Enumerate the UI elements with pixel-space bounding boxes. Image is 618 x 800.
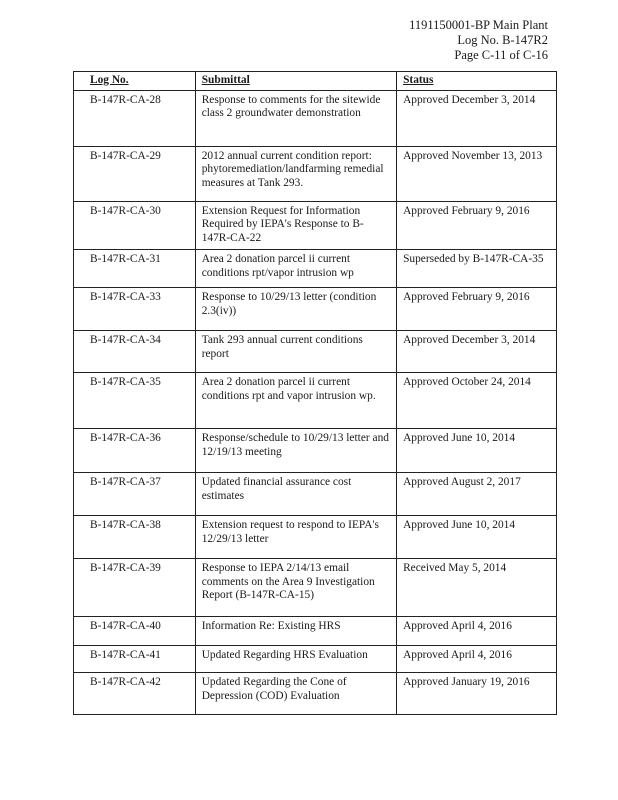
log-number-cell: B-147R-CA-41 xyxy=(74,646,196,673)
status-cell: Approved August 2, 2017 xyxy=(397,473,557,516)
log-number-cell: B-147R-CA-28 xyxy=(74,90,196,146)
log-number-cell: B-147R-CA-36 xyxy=(74,429,196,473)
status-cell: Approved June 10, 2014 xyxy=(397,516,557,559)
column-header-submittal: Submittal xyxy=(195,72,396,91)
log-number-cell: B-147R-CA-35 xyxy=(74,373,196,429)
submittal-cell: Response to 10/29/13 letter (condition 2.3(iv)) xyxy=(195,288,396,331)
status-cell: Approved December 3, 2014 xyxy=(397,331,557,373)
table-row xyxy=(74,473,557,516)
status-cell: Approved February 9, 2016 xyxy=(397,288,557,331)
column-header-log-no: Log No. xyxy=(74,72,196,91)
submittal-cell: Response to IEPA 2/14/13 email comments on the Area 9 Investigation Report (B-147R-CA-15) xyxy=(195,559,396,617)
log-number-cell: B-147R-CA-31 xyxy=(74,250,196,288)
submittal-cell: Extension request to respond to IEPA's 12/29/13 letter xyxy=(195,516,396,559)
table-row xyxy=(74,373,557,429)
status-cell: Approved June 10, 2014 xyxy=(397,429,557,473)
log-number-cell: B-147R-CA-39 xyxy=(74,559,196,617)
log-number-cell: B-147R-CA-34 xyxy=(74,331,196,373)
submittal-cell: Extension Request for Information Required by IEPA's Response to B-147R-CA-22 xyxy=(195,201,396,250)
log-number-cell: B-147R-CA-40 xyxy=(74,617,196,646)
table-row xyxy=(74,250,557,288)
submittal-log-table xyxy=(73,71,557,715)
facility-id: 1191150001-BP Main Plant xyxy=(409,18,548,32)
status-cell: Approved December 3, 2014 xyxy=(397,90,557,146)
status-cell: Approved April 4, 2016 xyxy=(397,646,557,673)
log-number: Log No. B-147R2 xyxy=(457,33,548,47)
submittal-cell: Response to comments for the sitewide class 2 groundwater demonstration xyxy=(195,90,396,146)
status-cell: Received May 5, 2014 xyxy=(397,559,557,617)
submittal-cell: Area 2 donation parcel ii current conditions rpt/vapor intrusion wp xyxy=(195,250,396,288)
table-row xyxy=(74,559,557,617)
page-number: Page C-11 of C-16 xyxy=(454,48,548,62)
submittal-cell: Updated Regarding the Cone of Depression (COD) Evaluation xyxy=(195,673,396,715)
table-header-row xyxy=(74,72,557,91)
status-cell: Approved February 9, 2016 xyxy=(397,201,557,250)
column-header-status: Status xyxy=(397,72,557,91)
log-number-cell: B-147R-CA-42 xyxy=(74,673,196,715)
status-cell: Approved October 24, 2014 xyxy=(397,373,557,429)
log-number-cell: B-147R-CA-29 xyxy=(74,146,196,201)
status-cell: Approved January 19, 2016 xyxy=(397,673,557,715)
log-number-cell: B-147R-CA-38 xyxy=(74,516,196,559)
table-row xyxy=(74,288,557,331)
submittal-cell: Response/schedule to 10/29/13 letter and 12/19/13 meeting xyxy=(195,429,396,473)
submittal-cell: Area 2 donation parcel ii current conditions rpt and vapor intrusion wp. xyxy=(195,373,396,429)
log-number-cell: B-147R-CA-37 xyxy=(74,473,196,516)
status-cell: Approved November 13, 2013 xyxy=(397,146,557,201)
page-header xyxy=(409,18,548,63)
submittal-cell: 2012 annual current condition report: phytoremediation/landfarming remedial measures at Tank 293. xyxy=(195,146,396,201)
table-row xyxy=(74,673,557,715)
table-row xyxy=(74,90,557,146)
submittal-cell: Updated financial assurance cost estimates xyxy=(195,473,396,516)
table-row xyxy=(74,201,557,250)
status-cell: Superseded by B-147R-CA-35 xyxy=(397,250,557,288)
table-row xyxy=(74,429,557,473)
submittal-cell: Information Re: Existing HRS xyxy=(195,617,396,646)
table-row xyxy=(74,516,557,559)
table-row xyxy=(74,331,557,373)
table-row xyxy=(74,617,557,646)
table-row xyxy=(74,646,557,673)
status-cell: Approved April 4, 2016 xyxy=(397,617,557,646)
table-row xyxy=(74,146,557,201)
submittal-cell: Tank 293 annual current conditions report xyxy=(195,331,396,373)
log-number-cell: B-147R-CA-33 xyxy=(74,288,196,331)
submittal-cell: Updated Regarding HRS Evaluation xyxy=(195,646,396,673)
log-number-cell: B-147R-CA-30 xyxy=(74,201,196,250)
